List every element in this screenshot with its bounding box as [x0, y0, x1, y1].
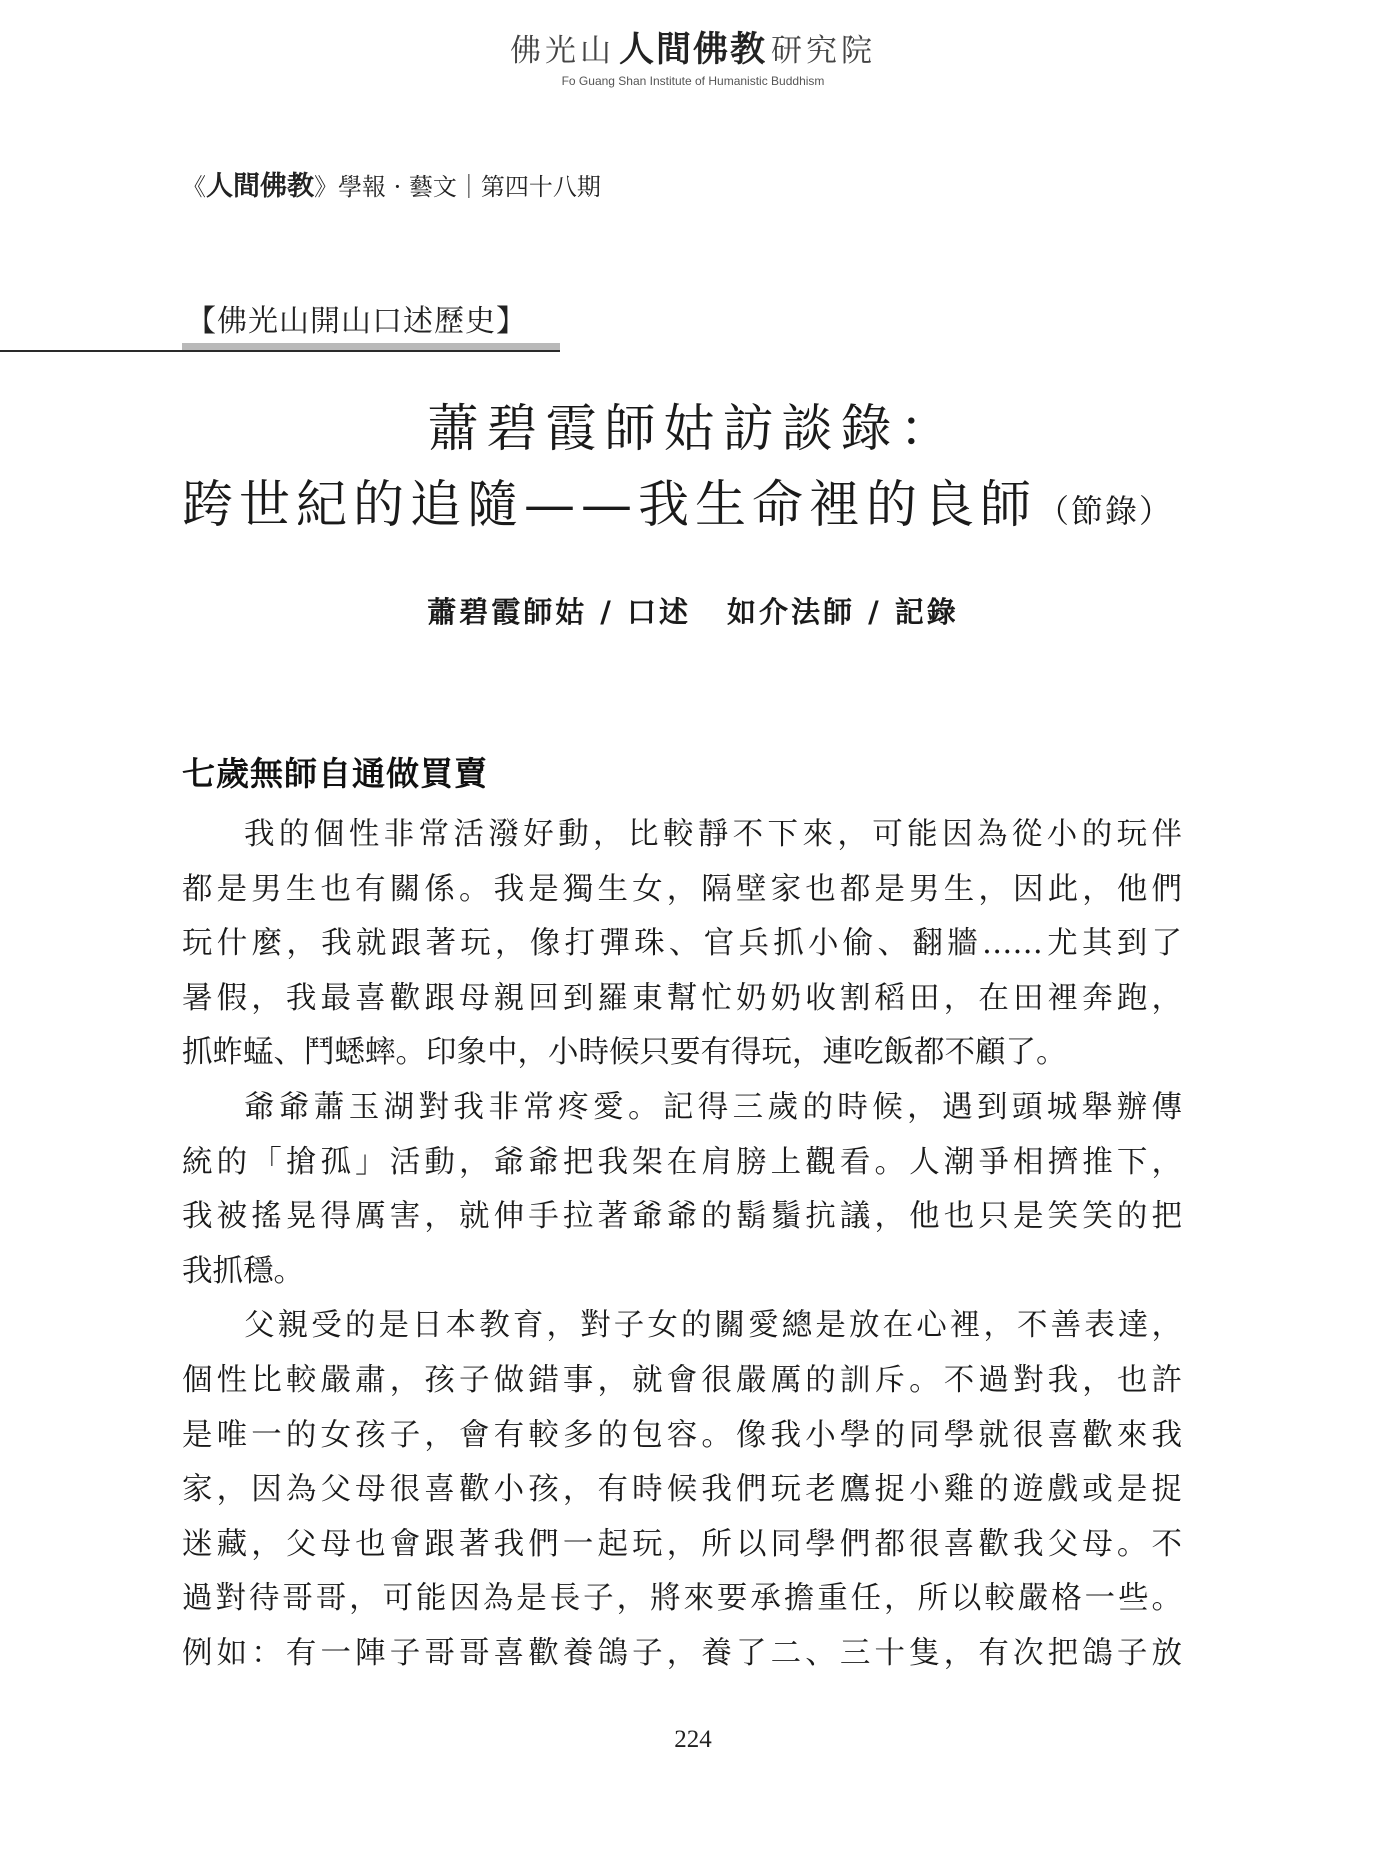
body-line: 是唯一的女孩子，會有較多的包容。像我小學的同學就很喜歡來我 — [182, 1417, 1182, 1453]
body-line: 家，因為父母很喜歡小孩，有時候我們玩老鷹捉小雞的遊戲或是捉 — [182, 1472, 1182, 1508]
body-line: 個性比較嚴肅，孩子做錯事，就會很嚴厲的訓斥。不過對我，也許 — [182, 1362, 1182, 1398]
institute-header — [0, 22, 1386, 88]
body-line: 統的「搶孤」活動，爺爺把我架在肩膀上觀看。人潮爭相擠推下， — [182, 1144, 1182, 1180]
series-rule — [0, 350, 560, 352]
body-line: 我的個性非常活潑好動，比較靜不下來，可能因為從小的玩伴 — [244, 817, 1182, 852]
author-oral: 蕭碧霞師姑 / 口述 — [427, 595, 691, 629]
title-excerpt-note: （節錄） — [1037, 492, 1174, 530]
article-title — [0, 392, 1386, 535]
body-text — [182, 808, 1182, 1682]
series-rule-shadow — [182, 343, 560, 350]
title-line-2-text: 跨世紀的追隨——我生命裡的良師 — [182, 476, 1038, 535]
body-line: 玩什麼，我就跟著玩，像打彈珠、官兵抓小偷、翻牆……尤其到了 — [182, 926, 1182, 962]
section-heading: 七歲無師自通做買賣 — [182, 754, 488, 793]
institute-brand-logo: 人間佛教 — [618, 29, 767, 70]
body-line: 父親受的是日本教育，對子女的關愛總是放在心裡，不善表達， — [244, 1308, 1182, 1344]
body-line: 我抓穩。 — [182, 1253, 304, 1289]
body-line: 爺爺蕭玉湖對我非常疼愛。記得三歲的時候，遇到頭城舉辦傳 — [244, 1089, 1182, 1125]
body-line: 過對待哥哥，可能因為是長子，將來要承擔重任，所以較嚴格一些。 — [182, 1581, 1182, 1617]
body-line: 暑假，我最喜歡跟母親回到羅東幫忙奶奶收割稻田，在田裡奔跑， — [182, 980, 1182, 1016]
author-record: 如介法師 / 記錄 — [727, 595, 959, 629]
institute-name — [0, 22, 1386, 72]
journal-open-bracket: 《 — [182, 173, 206, 201]
journal-issue-info: 》學報 · 藝文｜第四十八期 — [314, 173, 601, 201]
body-line: 都是男生也有關係。我是獨生女，隔壁家也都是男生，因此，他們 — [182, 871, 1182, 907]
journal-running-head — [182, 164, 601, 203]
body-line: 迷藏，父母也會跟著我們一起玩，所以同學們都很喜歡我父母。不 — [182, 1526, 1182, 1562]
institute-english-name: Fo Guang Shan Institute of Humanistic Buddhism — [561, 74, 825, 88]
institute-prefix: 佛光山 — [509, 33, 615, 69]
title-line-2 — [182, 468, 1173, 549]
author-byline — [0, 590, 1386, 631]
journal-brand: 人間佛教 — [206, 171, 314, 202]
institute-suffix: 研究院 — [771, 33, 876, 69]
body-line: 抓蚱蜢、鬥蟋蟀。印象中，小時候只要有得玩，連吃飯都不顧了。 — [182, 1035, 1067, 1071]
body-line: 例如：有一陣子哥哥喜歡養鴿子，養了二、三十隻，有次把鴿子放 — [182, 1635, 1182, 1671]
series-label: 【佛光山開山口述歷史】 — [186, 304, 527, 339]
body-line: 我被搖晃得厲害，就伸手拉著爺爺的鬍鬚抗議，他也只是笑笑的把 — [182, 1199, 1182, 1235]
page-number: 224 — [674, 1726, 712, 1753]
title-line-1: 蕭碧霞師姑訪談錄： — [427, 400, 959, 459]
